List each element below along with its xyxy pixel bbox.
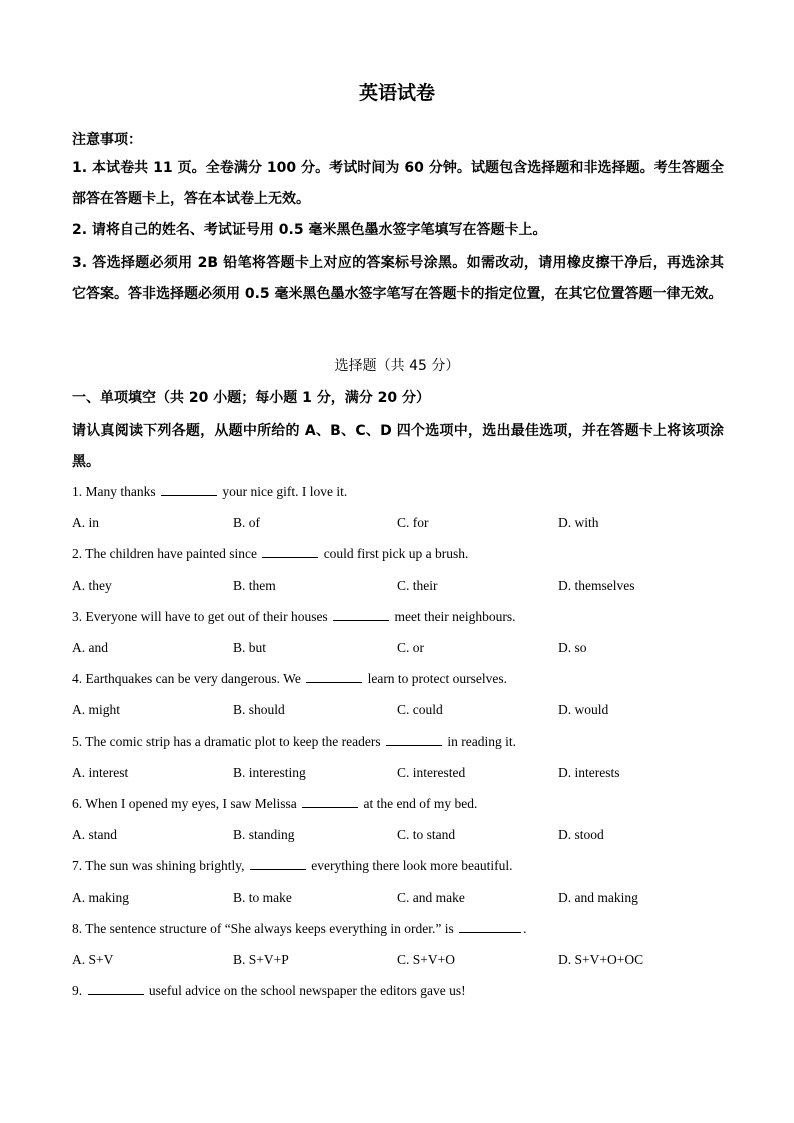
option-d: D. stood xyxy=(558,827,604,842)
notice-item-1: 1. 本试卷共 11 页。全卷满分 100 分。考试时间为 60 分钟。试题包含选择题和非选择题。考生答题全部答在答题卡上，答在本试卷上无效。 xyxy=(72,160,724,207)
option-c: C. and make xyxy=(397,890,465,905)
question-8 xyxy=(72,921,752,937)
option-c: C. could xyxy=(397,702,443,717)
question-text-after: meet their neighbours. xyxy=(394,609,516,624)
question-9 xyxy=(72,983,752,999)
answer-blank xyxy=(386,734,442,746)
option-c: C. interested xyxy=(397,765,466,780)
question-text-before: 6. When I opened my eyes, I saw Melissa xyxy=(72,796,297,811)
option-a: A. they xyxy=(72,578,112,593)
question-text-before: 2. The children have painted since xyxy=(72,546,257,561)
question-text-after: at the end of my bed. xyxy=(363,796,478,811)
option-a: A. and xyxy=(72,640,108,655)
question-text-after: . xyxy=(523,921,527,936)
question-text-after: useful advice on the school newspaper the editors gave us! xyxy=(148,983,466,998)
question-text-before: 3. Everyone will have to get out of their houses xyxy=(72,609,328,624)
question-text-after: your nice gift. I love it. xyxy=(222,484,348,499)
option-b: B. S+V+P xyxy=(233,952,289,967)
option-c: C. for xyxy=(397,515,429,530)
page-title: 英语试卷 xyxy=(358,82,435,104)
question-4 xyxy=(72,671,752,687)
section-title: 选择题（共 45 分） xyxy=(334,358,460,374)
option-b: B. to make xyxy=(233,890,292,905)
option-c: C. or xyxy=(397,640,424,655)
option-d: D. themselves xyxy=(558,578,635,593)
question-text-after: could first pick up a brush. xyxy=(323,546,469,561)
answer-blank xyxy=(459,921,521,933)
option-a: A. S+V xyxy=(72,952,114,967)
question-1 xyxy=(72,484,752,500)
notice-item-3: 3. 答选择题必须用 2B 铅笔将答题卡上对应的答案标号涂黑。如需改动，请用橡皮擦干净后，再选涂其它答案。答非选择题必须用 0.5 毫米黑色墨水签字笔写在答题卡的指定位置，在其它位置答题一律无效。 xyxy=(72,255,724,302)
option-b: B. of xyxy=(233,515,260,530)
option-d: D. and making xyxy=(558,890,638,905)
question-text-before: 8. The sentence structure of “She always keeps everything in order.” is xyxy=(72,921,454,936)
option-d: D. would xyxy=(558,702,609,717)
question-text-after: everything there look more beautiful. xyxy=(311,858,513,873)
option-d: D. with xyxy=(558,515,599,530)
option-a: A. in xyxy=(72,515,99,530)
option-a: A. stand xyxy=(72,827,117,842)
part-title: 一、单项填空（共 20 小题；每小题 1 分，满分 20 分） xyxy=(72,390,430,406)
question-text-before: 7. The sun was shining brightly, xyxy=(72,858,245,873)
option-a: A. interest xyxy=(72,765,129,780)
question-2 xyxy=(72,546,752,562)
option-c: C. to stand xyxy=(397,827,456,842)
answer-blank xyxy=(302,796,358,808)
option-d: D. S+V+O+OC xyxy=(558,952,644,967)
instruction-text: 请认真阅读下列各题，从题中所给的 A、B、C、D 四个选项中，选出最佳选项，并在答题卡上将该项涂黑。 xyxy=(72,423,724,470)
answer-blank xyxy=(333,609,389,621)
question-text-after: learn to protect ourselves. xyxy=(367,671,508,686)
answer-blank xyxy=(161,484,217,496)
answer-blank xyxy=(306,671,362,683)
option-c: C. their xyxy=(397,578,438,593)
option-d: D. so xyxy=(558,640,587,655)
question-text-after: in reading it. xyxy=(447,734,517,749)
question-7 xyxy=(72,858,752,874)
answer-blank xyxy=(88,983,144,995)
question-6 xyxy=(72,796,752,812)
option-b: B. should xyxy=(233,702,285,717)
option-a: A. might xyxy=(72,702,121,717)
notice-item-2: 2. 请将自己的姓名、考试证号用 0.5 毫米黑色墨水签字笔填写在答题卡上。 xyxy=(72,222,547,238)
question-3 xyxy=(72,609,752,625)
question-text-before: 1. Many thanks xyxy=(72,484,156,499)
question-text-before: 5. The comic strip has a dramatic plot to keep the readers xyxy=(72,734,381,749)
option-b: B. them xyxy=(233,578,276,593)
answer-blank xyxy=(250,858,306,870)
question-5 xyxy=(72,734,752,750)
option-b: B. interesting xyxy=(233,765,306,780)
option-b: B. standing xyxy=(233,827,295,842)
option-c: C. S+V+O xyxy=(397,952,455,967)
question-text-before: 4. Earthquakes can be very dangerous. We xyxy=(72,671,301,686)
question-text-before: 9. xyxy=(72,983,83,998)
option-b: B. but xyxy=(233,640,267,655)
answer-blank xyxy=(262,546,318,558)
notice-heading: 注意事项： xyxy=(72,132,142,148)
option-d: D. interests xyxy=(558,765,620,780)
option-a: A. making xyxy=(72,890,129,905)
